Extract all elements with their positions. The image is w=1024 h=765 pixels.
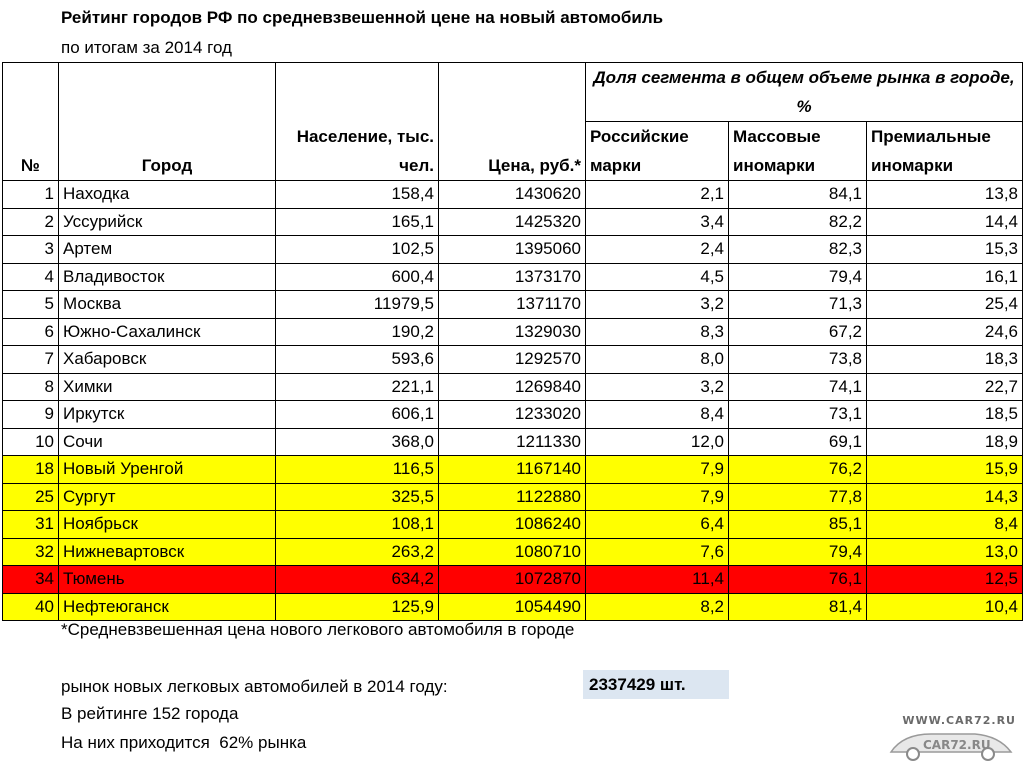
cell-premium: 15,9: [867, 456, 1023, 484]
cell-mass: 67,2: [729, 318, 867, 346]
cell-num: 5: [3, 291, 59, 319]
cell-population: 11979,5: [276, 291, 439, 319]
cell-premium: 22,7: [867, 373, 1023, 401]
cell-city: Иркутск: [59, 401, 276, 429]
cell-population: 125,9: [276, 593, 439, 621]
cell-premium: 14,3: [867, 483, 1023, 511]
page-title: Рейтинг городов РФ по средневзвешенной цене на новый автомобиль: [61, 8, 664, 27]
cell-mass: 81,4: [729, 593, 867, 621]
cell-russian: 3,2: [586, 373, 729, 401]
table-header: [3, 63, 1023, 181]
cell-num: 40: [3, 593, 59, 621]
cell-population: 606,1: [276, 401, 439, 429]
cell-population: 190,2: [276, 318, 439, 346]
cell-premium: 14,4: [867, 208, 1023, 236]
cell-num: 2: [3, 208, 59, 236]
cell-premium: 13,8: [867, 181, 1023, 209]
table-row: [3, 511, 1023, 539]
table-row: [3, 456, 1023, 484]
cell-russian: 6,4: [586, 511, 729, 539]
cell-price: 1395060: [439, 236, 586, 264]
cell-population: 158,4: [276, 181, 439, 209]
cell-premium: 10,4: [867, 593, 1023, 621]
cell-city: Артем: [59, 236, 276, 264]
cell-num: 8: [3, 373, 59, 401]
cities-note: В рейтинге 152 города: [61, 704, 239, 723]
cell-num: 1: [3, 181, 59, 209]
table-row: [3, 566, 1023, 594]
cell-num: 31: [3, 511, 59, 539]
table-row: [3, 483, 1023, 511]
cell-population: 221,1: [276, 373, 439, 401]
header-russian: Российские марки: [586, 122, 729, 181]
cell-premium: 8,4: [867, 511, 1023, 539]
cell-price: 1167140: [439, 456, 586, 484]
cell-num: 34: [3, 566, 59, 594]
cell-num: 32: [3, 538, 59, 566]
cell-city: Нижневартовск: [59, 538, 276, 566]
cell-price: 1054490: [439, 593, 586, 621]
cell-population: 325,5: [276, 483, 439, 511]
cell-mass: 84,1: [729, 181, 867, 209]
cell-russian: 4,5: [586, 263, 729, 291]
table-row: [3, 401, 1023, 429]
cell-mass: 73,8: [729, 346, 867, 374]
cell-population: 116,5: [276, 456, 439, 484]
table-row: [3, 263, 1023, 291]
header-premium: Премиальные иномарки: [867, 122, 1023, 181]
table-row: [3, 373, 1023, 401]
header-mass: Массовые иномарки: [729, 122, 867, 181]
cell-mass: 71,3: [729, 291, 867, 319]
cell-mass: 79,4: [729, 263, 867, 291]
cell-population: 368,0: [276, 428, 439, 456]
cell-premium: 25,4: [867, 291, 1023, 319]
cell-mass: 76,1: [729, 566, 867, 594]
cell-russian: 7,9: [586, 483, 729, 511]
table-row: [3, 291, 1023, 319]
header-city: Город: [59, 63, 276, 181]
table-row: [3, 346, 1023, 374]
cell-num: 25: [3, 483, 59, 511]
cell-num: 9: [3, 401, 59, 429]
cell-russian: 8,4: [586, 401, 729, 429]
cell-city: Нефтеюганск: [59, 593, 276, 621]
cell-price: 1086240: [439, 511, 586, 539]
cell-russian: 12,0: [586, 428, 729, 456]
table-row: [3, 428, 1023, 456]
cell-price: 1425320: [439, 208, 586, 236]
cell-population: 593,6: [276, 346, 439, 374]
cell-russian: 8,2: [586, 593, 729, 621]
cell-num: 4: [3, 263, 59, 291]
cell-mass: 69,1: [729, 428, 867, 456]
header-num: №: [3, 63, 59, 181]
cell-russian: 2,1: [586, 181, 729, 209]
cell-city: Владивосток: [59, 263, 276, 291]
cell-russian: 8,3: [586, 318, 729, 346]
cell-mass: 85,1: [729, 511, 867, 539]
cell-population: 102,5: [276, 236, 439, 264]
cell-price: 1233020: [439, 401, 586, 429]
header-population: Население, тыс. чел.: [276, 63, 439, 181]
cell-city: Сочи: [59, 428, 276, 456]
cell-num: 18: [3, 456, 59, 484]
cell-russian: 7,6: [586, 538, 729, 566]
cell-russian: 2,4: [586, 236, 729, 264]
cell-city: Ноябрьск: [59, 511, 276, 539]
cell-price: 1080710: [439, 538, 586, 566]
cell-city: Находка: [59, 181, 276, 209]
cell-mass: 74,1: [729, 373, 867, 401]
cell-num: 10: [3, 428, 59, 456]
table-body: [3, 181, 1023, 621]
cell-premium: 24,6: [867, 318, 1023, 346]
table-row: [3, 318, 1023, 346]
cell-premium: 16,1: [867, 263, 1023, 291]
cell-russian: 3,2: [586, 291, 729, 319]
cell-price: 1122880: [439, 483, 586, 511]
cell-price: 1292570: [439, 346, 586, 374]
market-label: рынок новых легковых автомобилей в 2014 году:: [61, 677, 448, 696]
cell-population: 108,1: [276, 511, 439, 539]
cell-price: 1373170: [439, 263, 586, 291]
cell-num: 6: [3, 318, 59, 346]
cell-city: Тюмень: [59, 566, 276, 594]
cell-city: Уссурийск: [59, 208, 276, 236]
cell-city: Сургут: [59, 483, 276, 511]
cell-russian: 3,4: [586, 208, 729, 236]
watermark-url: WWW.CAR72.RU: [902, 714, 1016, 727]
cell-population: 600,4: [276, 263, 439, 291]
cell-mass: 82,2: [729, 208, 867, 236]
cell-city: Москва: [59, 291, 276, 319]
header-price: Цена, руб.*: [439, 63, 586, 181]
cell-num: 3: [3, 236, 59, 264]
cell-russian: 7,9: [586, 456, 729, 484]
cell-population: 165,1: [276, 208, 439, 236]
share-note: На них приходится 62% рынка: [61, 733, 307, 752]
cell-premium: 15,3: [867, 236, 1023, 264]
cell-mass: 73,1: [729, 401, 867, 429]
watermark-logo-text: CAR72.RU: [923, 738, 991, 752]
cell-price: 1269840: [439, 373, 586, 401]
watermark: [883, 712, 1018, 762]
cell-russian: 8,0: [586, 346, 729, 374]
cell-premium: 13,0: [867, 538, 1023, 566]
cell-premium: 18,5: [867, 401, 1023, 429]
cell-russian: 11,4: [586, 566, 729, 594]
table-row: [3, 208, 1023, 236]
table-row: [3, 236, 1023, 264]
cell-num: 7: [3, 346, 59, 374]
footnote: *Средневзвешенная цена нового легкового автомобиля в городе: [61, 620, 575, 639]
header-share-group: Доля сегмента в общем объеме рынка в городе, %: [586, 63, 1023, 122]
cell-city: Химки: [59, 373, 276, 401]
cell-population: 634,2: [276, 566, 439, 594]
table-row: [3, 593, 1023, 621]
cell-price: 1430620: [439, 181, 586, 209]
cell-price: 1072870: [439, 566, 586, 594]
table-row: [3, 538, 1023, 566]
cell-population: 263,2: [276, 538, 439, 566]
cell-premium: 18,9: [867, 428, 1023, 456]
cell-premium: 18,3: [867, 346, 1023, 374]
table-row: [3, 181, 1023, 209]
market-value: 2337429 шт.: [583, 670, 729, 699]
cell-city: Южно-Сахалинск: [59, 318, 276, 346]
cell-mass: 79,4: [729, 538, 867, 566]
cell-price: 1371170: [439, 291, 586, 319]
page-subtitle: по итогам за 2014 год: [61, 38, 232, 57]
cell-price: 1211330: [439, 428, 586, 456]
rating-table: [2, 62, 1023, 621]
cell-mass: 76,2: [729, 456, 867, 484]
cell-price: 1329030: [439, 318, 586, 346]
cell-mass: 82,3: [729, 236, 867, 264]
cell-premium: 12,5: [867, 566, 1023, 594]
cell-city: Новый Уренгой: [59, 456, 276, 484]
cell-city: Хабаровск: [59, 346, 276, 374]
cell-mass: 77,8: [729, 483, 867, 511]
watermark-logo: [883, 712, 1018, 762]
